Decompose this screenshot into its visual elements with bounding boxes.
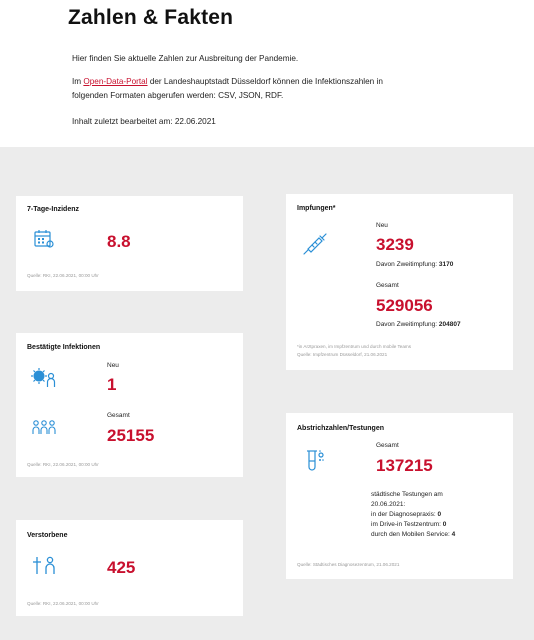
deaths-value: 425 <box>107 558 136 577</box>
infections-card <box>16 333 243 477</box>
infections-title: Bestätigte Infektionen <box>27 344 101 351</box>
infections-source: Quelle: RKI, 22.06.2021, 00:00 Uhr <box>27 462 99 467</box>
vaccinations-source: Quelle: Impfzentrum Düsseldorf, 21.06.2021 <box>297 352 388 357</box>
infections-new-label: Neu <box>107 362 119 369</box>
tests-card <box>286 413 513 579</box>
deaths-card <box>16 520 243 616</box>
vaccinations-new-value: 3239 <box>376 235 414 254</box>
infections-new-value: 1 <box>107 375 117 394</box>
vaccinations-total-second: Davon Zweitimpfung: 204807 <box>376 321 461 328</box>
vaccinations-total-label: Gesamt <box>376 282 399 289</box>
infections-total-value: 25155 <box>107 426 155 445</box>
tests-total-label: Gesamt <box>376 442 399 449</box>
syringe-icon <box>302 232 328 256</box>
vaccinations-title: Impfungen* <box>297 205 336 212</box>
virus-person-icon <box>30 367 56 389</box>
deaths-source: Quelle: RKI, 22.06.2021, 00:00 Uhr <box>27 601 99 606</box>
vaccinations-card <box>286 194 513 370</box>
incidence-card <box>16 196 243 291</box>
intro-section <box>0 0 534 147</box>
deaths-title: Verstorbene <box>27 532 68 539</box>
vaccinations-new-label: Neu <box>376 222 388 229</box>
incidence-value: 8.8 <box>107 232 131 251</box>
page-title: Zahlen & Fakten <box>68 6 234 29</box>
vaccinations-new-second: Davon Zweitimpfung: 3170 <box>376 261 454 268</box>
vaccinations-total-value: 529056 <box>376 296 433 315</box>
updated-text: Inhalt zuletzt bearbeitet am: 22.06.2021 <box>72 117 216 126</box>
cross-person-icon <box>32 556 58 576</box>
calendar-virus-icon <box>34 229 56 249</box>
incidence-source: Quelle: RKI, 22.06.2021, 00:00 Uhr <box>27 273 99 278</box>
intro-text: Hier finden Sie aktuelle Zahlen zur Ausbreitung der Pandemie. <box>72 54 299 63</box>
vaccinations-footnote: *in Arztpraxen, im Impfzentrum und durch mobile Teams <box>297 344 412 349</box>
open-data-portal-link[interactable]: Open-Data-Portal <box>83 77 148 86</box>
open-data-text: Im Open-Data-Portal der Landeshauptstadt Düsseldorf können die Infektionszahlen in folgenden Formaten abgerufen werden: CSV, JSON, RDF. <box>72 77 383 100</box>
tests-source: Quelle: Städtisches Diagnosezentrum, 21.06.2021 <box>297 562 400 567</box>
tests-total-value: 137215 <box>376 456 433 475</box>
test-tube-icon <box>304 449 326 473</box>
tests-title: Abstrichzahlen/Testungen <box>297 425 384 432</box>
group-icon <box>31 419 57 437</box>
tests-details: städtische Testungen am 20.06.2021: in der Diagnosepraxis: 0 im Drive-in Testzentrum: 0 durch den Mobilen Service: 4 <box>371 491 456 538</box>
incidence-title: 7-Tage-Inzidenz <box>27 206 79 213</box>
infections-total-label: Gesamt <box>107 412 130 419</box>
